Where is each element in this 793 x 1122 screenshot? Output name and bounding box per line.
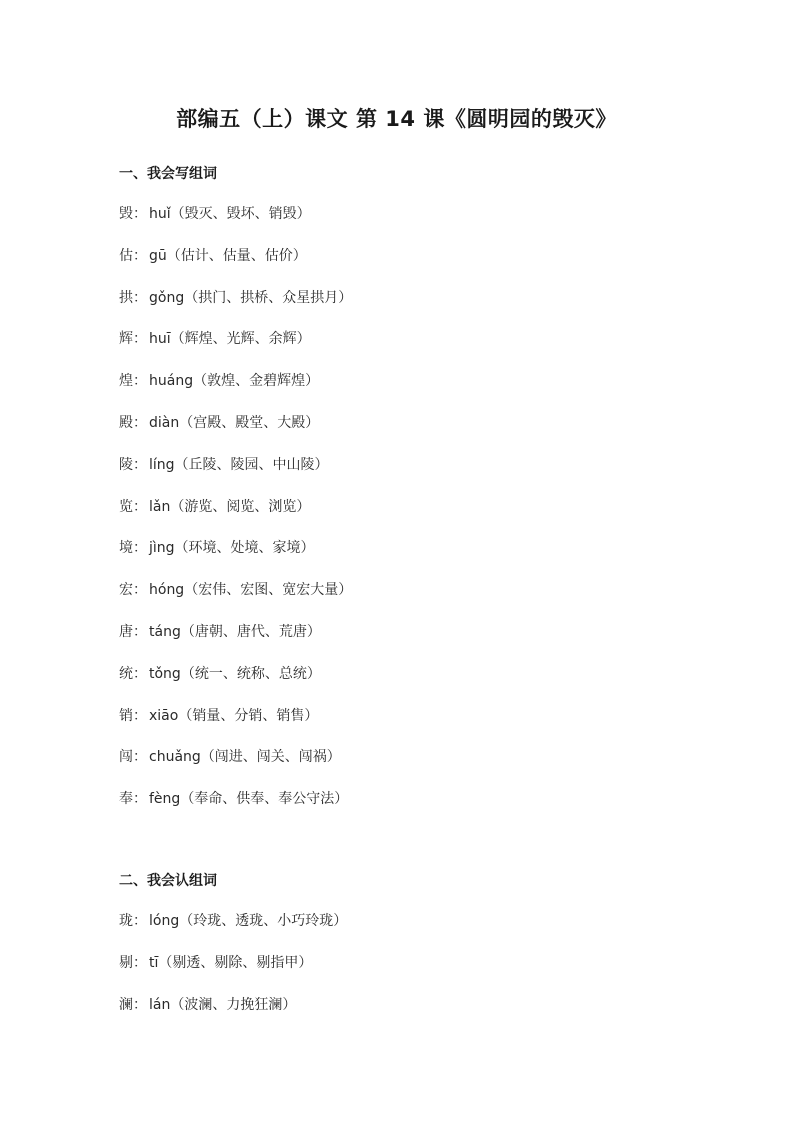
entry-pinyin: lǎn — [149, 498, 171, 515]
entry-char: 殿 — [119, 414, 133, 431]
entry-list — [119, 203, 719, 830]
section-heading: 一、我会写组词 — [119, 166, 217, 182]
list-item: 珑： lóng（玲珑、透珑、小巧玲珑） — [119, 913, 348, 929]
list-item: 销： xiāo（销量、分销、销售） — [119, 707, 319, 724]
section-recognize-words — [119, 869, 719, 1035]
entry-words: （剔透、剔除、剔指甲） — [158, 954, 313, 971]
entry-pinyin: huáng — [149, 373, 194, 390]
entry-words: （毁灭、毁坏、销毁） — [170, 206, 311, 222]
entry-char: 剔 — [119, 954, 133, 971]
entry-pinyin: líng — [149, 456, 175, 473]
entry-list — [119, 910, 719, 1035]
section-heading: 二、我会认组词 — [119, 873, 217, 889]
entry-words: （唐朝、唐代、荒唐） — [180, 623, 321, 640]
entry-char: 闯 — [119, 749, 133, 766]
list-item: 陵： líng（丘陵、陵园、中山陵） — [119, 456, 329, 473]
entry-words: （拱门、拱桥、众星拱月） — [184, 289, 353, 306]
entry-words: （敦煌、金碧辉煌） — [193, 373, 320, 390]
entry-pinyin: lán — [149, 996, 171, 1013]
list-item: 辉： huī（辉煌、光辉、余辉） — [119, 331, 311, 348]
entry-char: 拱 — [119, 289, 133, 306]
entry-char: 销 — [119, 707, 133, 724]
entry-pinyin: hóng — [149, 582, 185, 599]
list-item: 殿： diàn（宫殿、殿堂、大殿） — [119, 414, 320, 431]
list-item: 剔： tī（剔透、剔除、剔指甲） — [119, 954, 313, 971]
list-item: 统： tǒng（统一、统称、总统） — [119, 665, 321, 682]
entry-pinyin: gǒng — [149, 289, 185, 306]
entry-words: （统一、统称、总统） — [180, 665, 321, 682]
entry-words: （玲珑、透珑、小巧玲珑） — [179, 913, 348, 929]
entry-words: （奉命、供奉、奉公守法） — [180, 791, 349, 808]
list-item: 毁： huǐ（毁灭、毁坏、销毁） — [119, 206, 311, 222]
entry-char: 览 — [119, 498, 133, 515]
entry-char: 澜 — [119, 996, 133, 1013]
entry-pinyin: chuǎng — [149, 749, 201, 766]
entry-pinyin: fèng — [149, 791, 181, 808]
entry-char: 煌 — [119, 373, 133, 390]
entry-words: （宫殿、殿堂、大殿） — [179, 414, 320, 431]
entry-char: 奉 — [119, 791, 133, 808]
entry-char: 估 — [119, 247, 133, 264]
list-item: 唐： táng（唐朝、唐代、荒唐） — [119, 623, 321, 640]
list-item: 估： gū（估计、估量、估价） — [119, 247, 307, 264]
entry-words: （闯进、闯关、闯祸） — [200, 749, 341, 766]
list-item: 奉： fèng（奉命、供奉、奉公守法） — [119, 791, 349, 808]
list-item: 宏： hóng（宏伟、宏图、宽宏大量） — [119, 582, 353, 599]
entry-char: 唐 — [119, 623, 133, 640]
entry-char: 境 — [119, 540, 133, 557]
entry-char: 毁 — [119, 206, 133, 222]
entry-words: （丘陵、陵园、中山陵） — [174, 456, 329, 473]
entry-words: （环境、处境、家境） — [174, 540, 315, 557]
entry-pinyin: tǒng — [149, 665, 181, 682]
list-item: 览： lǎn（游览、阅览、浏览） — [119, 498, 311, 515]
entry-pinyin: táng — [149, 623, 181, 640]
entry-words: （辉煌、光辉、余辉） — [170, 331, 311, 348]
entry-pinyin: huǐ — [149, 206, 171, 222]
entry-pinyin: huī — [149, 331, 171, 348]
entry-words: （宏伟、宏图、宽宏大量） — [184, 582, 353, 599]
list-item: 闯： chuǎng（闯进、闯关、闯祸） — [119, 749, 341, 766]
list-item: 境： jìng（环境、处境、家境） — [119, 540, 315, 557]
entry-char: 珑 — [119, 913, 133, 929]
section-write-words — [119, 162, 719, 830]
list-item: 煌： huáng（敦煌、金碧辉煌） — [119, 373, 320, 390]
entry-words: （游览、阅览、浏览） — [170, 498, 311, 515]
entry-char: 辉 — [119, 331, 133, 348]
entry-words: （估计、估量、估价） — [166, 247, 307, 264]
entry-pinyin: tī — [149, 954, 159, 971]
entry-pinyin: jìng — [149, 540, 175, 557]
list-item: 澜： lán（波澜、力挽狂澜） — [119, 996, 297, 1013]
entry-pinyin: xiāo — [149, 707, 179, 724]
entry-pinyin: gū — [149, 247, 167, 264]
entry-char: 宏 — [119, 582, 133, 599]
entry-words: （波澜、力挽狂澜） — [170, 996, 297, 1013]
entry-char: 陵 — [119, 456, 133, 473]
entry-pinyin: diàn — [149, 414, 180, 431]
entry-char: 统 — [119, 665, 133, 682]
entry-pinyin: lóng — [149, 913, 180, 929]
document-title: 部编五（上）课文 第 14 课《圆明园的毁灭》 — [176, 107, 617, 131]
entry-words: （销量、分销、销售） — [178, 707, 319, 724]
list-item: 拱： gǒng（拱门、拱桥、众星拱月） — [119, 289, 353, 306]
